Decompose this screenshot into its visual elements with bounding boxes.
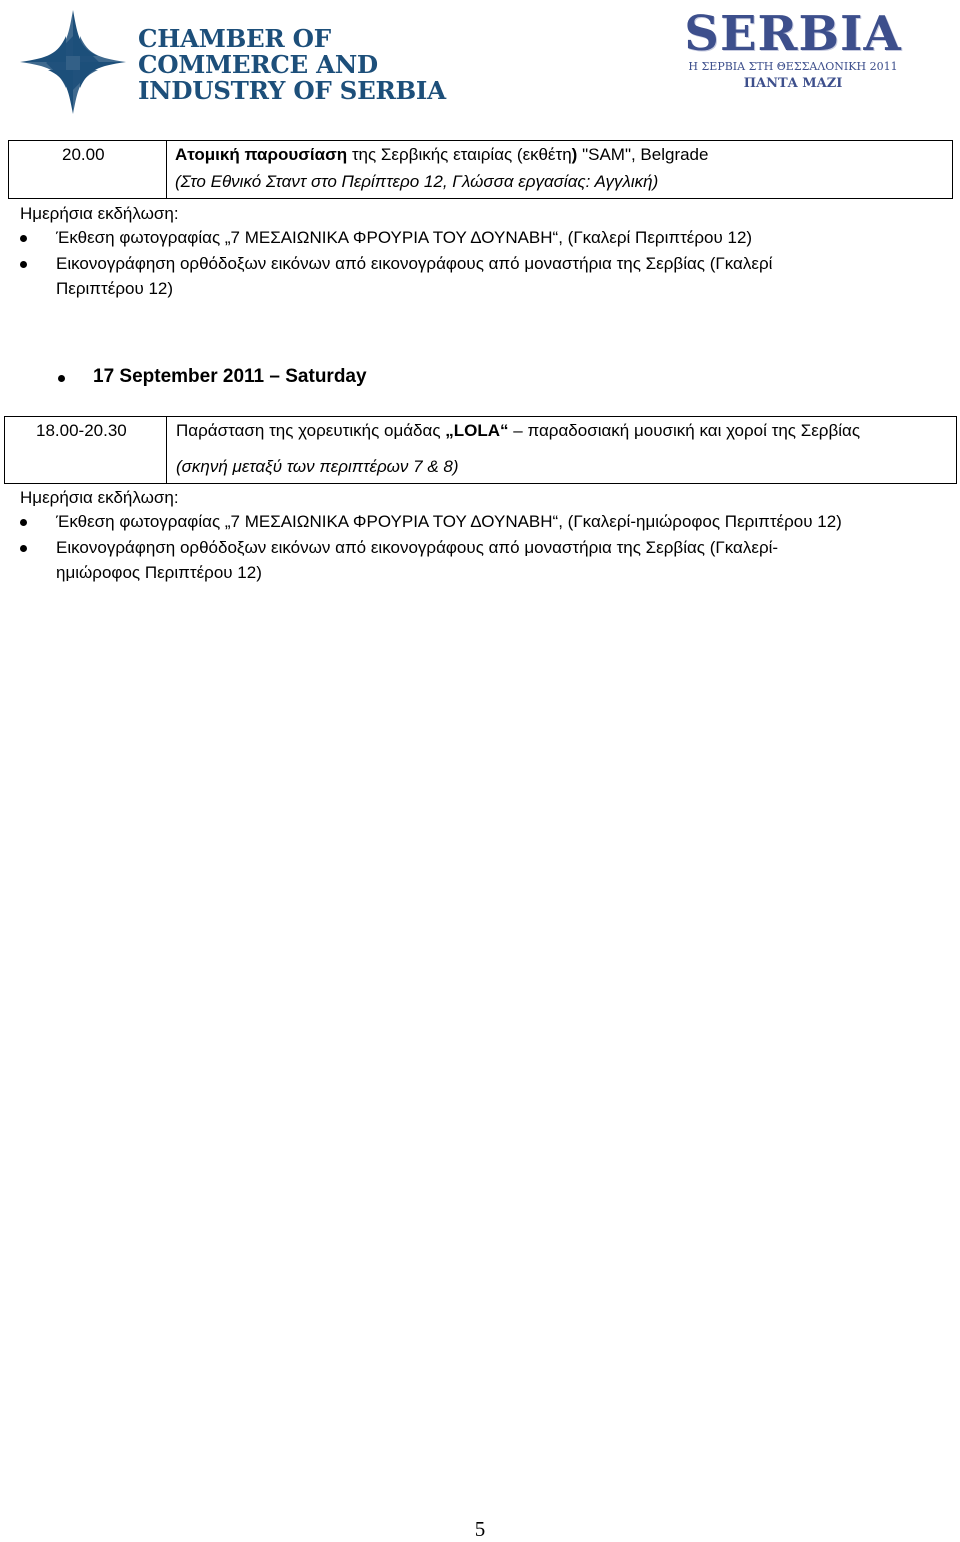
day-heading-dash: – [264,366,286,387]
event-title [175,145,708,165]
page-number: 5 [474,1517,486,1541]
chamber-logo-text [138,26,446,104]
bullet-icon [20,545,27,552]
chamber-logo-line: COMMERCE AND [138,50,378,79]
daily-event-item-continuation: ημιώροφος Περιπτέρου 12) [56,563,262,582]
event-subtitle: (σκηνή μεταξύ των περιπτέρων 7 & 8) [176,457,459,476]
daily-event-item: Εικονογράφηση ορθόδοξων εικόνων από εικονογράφους από μοναστήρια της Σερβίας (Γκαλερί- [56,538,779,557]
serbia-event-logo [680,8,906,98]
event-title-text: – παραδοσιακή μουσική και χοροί της Σερβίας [508,421,861,440]
schedule-row-table [4,416,957,484]
daily-event-item: Έκθεση φωτογραφίας „7 ΜΕΣΑΙΩΝΙΚΑ ΦΡΟΥΡΙΑ ΤΟΥ ΔΟΥΝΑΒΗ“, (Γκαλερί-ημιώροφος Περιπτέρου 12) [56,512,842,531]
daily-event-item: Εικονογράφηση ορθόδοξων εικόνων από εικονογράφους από μοναστήρια της Σερβίας (Γκαλερί [56,254,773,273]
bullet-icon [20,261,27,268]
event-title-text: της Σερβικής εταιρίας (εκθέτη [347,145,572,164]
daily-event-label: Ημερήσια εκδήλωση: [20,488,179,507]
serbia-logo-tagline: ΠΑΝΤΑ ΜΑΖΙ [743,76,843,91]
bullet-icon [20,519,27,526]
day-heading-weekday: Saturday [285,366,367,387]
daily-event-item-continuation: Περιπτέρου 12) [56,279,174,298]
day-heading-date: 17 September 2011 [93,366,265,387]
event-title-paren: ) [571,145,578,164]
event-title [176,421,860,441]
event-time: 20.00 [62,145,105,164]
daily-event-label: Ημερήσια εκδήλωση: [20,204,179,223]
event-time: 18.00-20.30 [36,421,127,440]
event-title-bold: „LOLA“ [445,421,509,440]
event-subtitle: (Στο Εθνικό Σταντ στο Περίπτερο 12, Γλώσσα εργασίας: Αγγλική) [175,172,659,191]
chamber-of-commerce-logo [18,8,446,116]
chamber-logo-line: INDUSTRY OF SERBIA [138,76,446,105]
day-heading [93,366,367,388]
cross-star-icon [18,8,128,116]
event-title-bold: Ατομική παρουσίαση [175,145,348,164]
schedule-row-table [8,140,953,199]
serbia-logo-subtitle: Η ΣΕΡΒΙΑ ΣΤΗ ΘΕΣΣΑΛΟΝΙΚΗ 2011 [688,60,898,73]
chamber-logo-line: CHAMBER OF [138,24,331,53]
bullet-icon [58,375,65,382]
event-title-text: "SAM", Belgrade [577,145,709,164]
daily-event-item: Έκθεση φωτογραφίας „7 ΜΕΣΑΙΩΝΙΚΑ ΦΡΟΥΡΙΑ ΤΟΥ ΔΟΥΝΑΒΗ“, (Γκαλερί Περιπτέρου 12) [56,228,753,247]
event-title-text: Παράσταση της χορευτικής ομάδας [176,421,446,440]
bullet-icon [20,235,27,242]
serbia-logo-word: SERBIA [684,6,902,62]
